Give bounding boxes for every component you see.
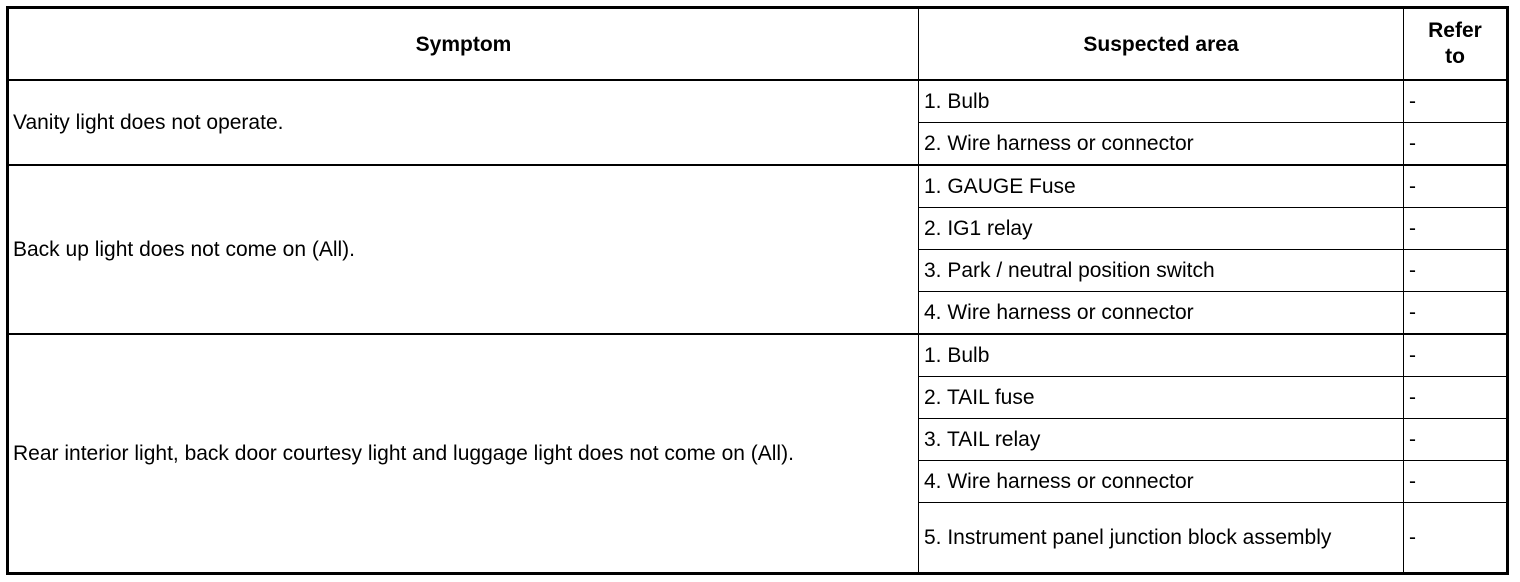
suspected-area-cell: 2. TAIL fuse	[919, 377, 1404, 419]
suspected-area-cell: 5. Instrument panel junction block assembly	[919, 503, 1404, 574]
refer-to-cell: -	[1404, 292, 1508, 335]
suspected-area-cell: 1. Bulb	[919, 80, 1404, 123]
refer-to-cell: -	[1404, 123, 1508, 166]
header-refer-to-line2: to	[1445, 45, 1465, 68]
refer-to-cell: -	[1404, 208, 1508, 250]
suspected-area-cell: 1. Bulb	[919, 334, 1404, 377]
suspected-area-cell: 4. Wire harness or connector	[919, 292, 1404, 335]
header-suspected-area: Suspected area	[919, 8, 1404, 81]
table-row	[8, 80, 1508, 123]
suspected-area-cell: 1. GAUGE Fuse	[919, 165, 1404, 208]
refer-to-cell: -	[1404, 334, 1508, 377]
suspected-area-cell: 4. Wire harness or connector	[919, 461, 1404, 503]
refer-to-cell: -	[1404, 165, 1508, 208]
suspected-area-cell: 3. TAIL relay	[919, 419, 1404, 461]
symptom-cell: Vanity light does not operate.	[8, 80, 919, 165]
symptom-cell: Rear interior light, back door courtesy light and luggage light does not come on (All).	[8, 334, 919, 574]
refer-to-cell: -	[1404, 461, 1508, 503]
symptom-cell: Back up light does not come on (All).	[8, 165, 919, 334]
header-symptom: Symptom	[8, 8, 919, 81]
refer-to-cell: -	[1404, 503, 1508, 574]
header-refer-to-line1: Refer	[1428, 19, 1482, 42]
troubleshooting-table	[6, 6, 1509, 575]
suspected-area-cell: 3. Park / neutral position switch	[919, 250, 1404, 292]
refer-to-cell: -	[1404, 377, 1508, 419]
refer-to-cell: -	[1404, 250, 1508, 292]
refer-to-cell: -	[1404, 80, 1508, 123]
table-row	[8, 334, 1508, 377]
table-row	[8, 165, 1508, 208]
suspected-area-cell: 2. Wire harness or connector	[919, 123, 1404, 166]
table-header-row	[8, 8, 1508, 81]
refer-to-cell: -	[1404, 419, 1508, 461]
header-refer-to	[1404, 8, 1508, 81]
troubleshooting-table-container	[6, 6, 1509, 575]
suspected-area-cell: 2. IG1 relay	[919, 208, 1404, 250]
